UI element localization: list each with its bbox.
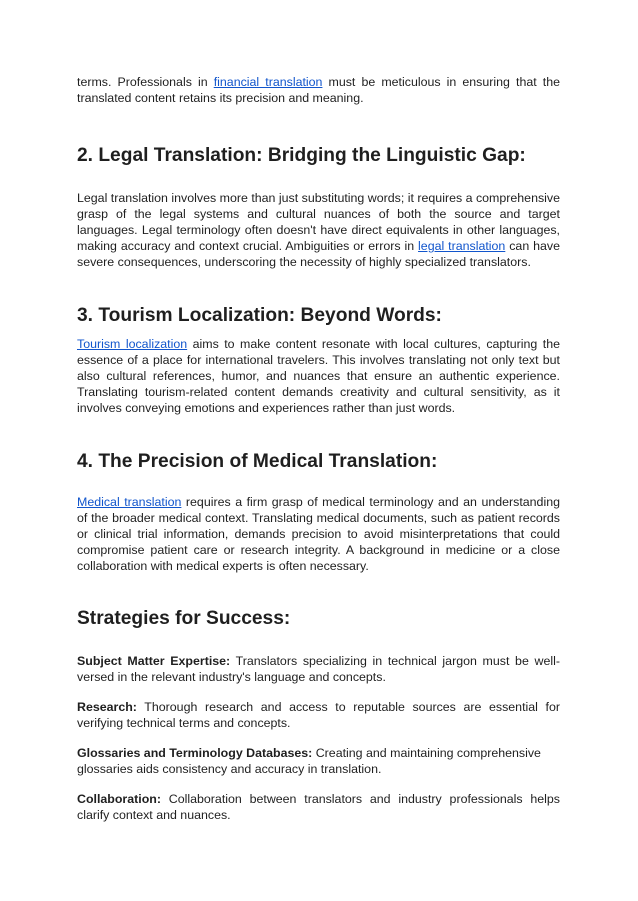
intro-text-before: terms. Professionals in <box>77 75 214 89</box>
strategy-text: Thorough research and access to reputable sources are essential for verifying technical terms and concepts. <box>77 700 560 730</box>
legal-text-before: Legal translation involves more than just substituting words; it requires a comprehensive grasp of the legal systems and cultural nuances of both the source and target languages. Legal terminology often doesn't have direct equivalents in other languages, making accuracy and context crucial. Ambiguities or errors in <box>77 191 560 253</box>
strategy-item <box>77 745 560 777</box>
tourism-localization-heading: 3. Tourism Localization: Beyond Words: <box>77 305 442 326</box>
medical-paragraph <box>77 494 560 574</box>
legal-translation-heading: 2. Legal Translation: Bridging the Linguistic Gap: <box>77 145 526 166</box>
strategies-heading: Strategies for Success: <box>77 608 291 629</box>
tourism-text-after: aims to make content resonate with local cultures, capturing the essence of a place for international travelers. This involves translating not only text but also cultural references, humor, and nuances that ensure an authentic experience. Translating tourism-related content demands creativity and cultural sensitivity, as it involves conveying emotions and experiences rather than just words. <box>77 337 560 415</box>
legal-text-after: can have severe consequences, underscoring the necessity of highly specialized translators. <box>77 239 560 269</box>
medical-text-after: requires a firm grasp of medical terminology and an understanding of the broader medical context. Translating medical documents, such as patient records or clinical trial information, demands precision to avoid misinterpretations that could compromise patient care or research integrity. A background in medicine or a close collaboration with medical experts is often necessary. <box>77 495 560 573</box>
strategy-text: Creating and maintaining comprehensive glossaries aids consistency and accuracy in translation. <box>77 746 541 776</box>
strategy-label: Glossaries and Terminology Databases: <box>77 746 313 760</box>
strategy-label: Research: <box>77 700 137 714</box>
strategy-label: Subject Matter Expertise: <box>77 654 231 668</box>
strategy-label: Collaboration: <box>77 792 161 806</box>
strategy-item <box>77 653 560 685</box>
document-page <box>77 74 560 823</box>
strategy-item <box>77 791 560 823</box>
intro-text-after: must be meticulous in ensuring that the translated content retains its precision and meaning. <box>77 75 560 105</box>
strategy-text: Translators specializing in technical jargon must be well-versed in the relevant industry's language and concepts. <box>77 654 560 684</box>
legal-paragraph <box>77 190 560 270</box>
legal-translation-link[interactable]: legal translation <box>418 239 506 253</box>
financial-translation-link[interactable]: financial translation <box>213 75 323 89</box>
tourism-paragraph <box>77 336 560 416</box>
intro-paragraph <box>77 74 560 106</box>
strategy-text: Collaboration between translators and industry professionals helps clarify context and nuances. <box>77 792 560 822</box>
tourism-localization-link[interactable]: Tourism localization <box>77 337 188 351</box>
medical-translation-link[interactable]: Medical translation <box>77 495 182 509</box>
medical-translation-heading: 4. The Precision of Medical Translation: <box>77 451 438 472</box>
strategy-item <box>77 699 560 731</box>
